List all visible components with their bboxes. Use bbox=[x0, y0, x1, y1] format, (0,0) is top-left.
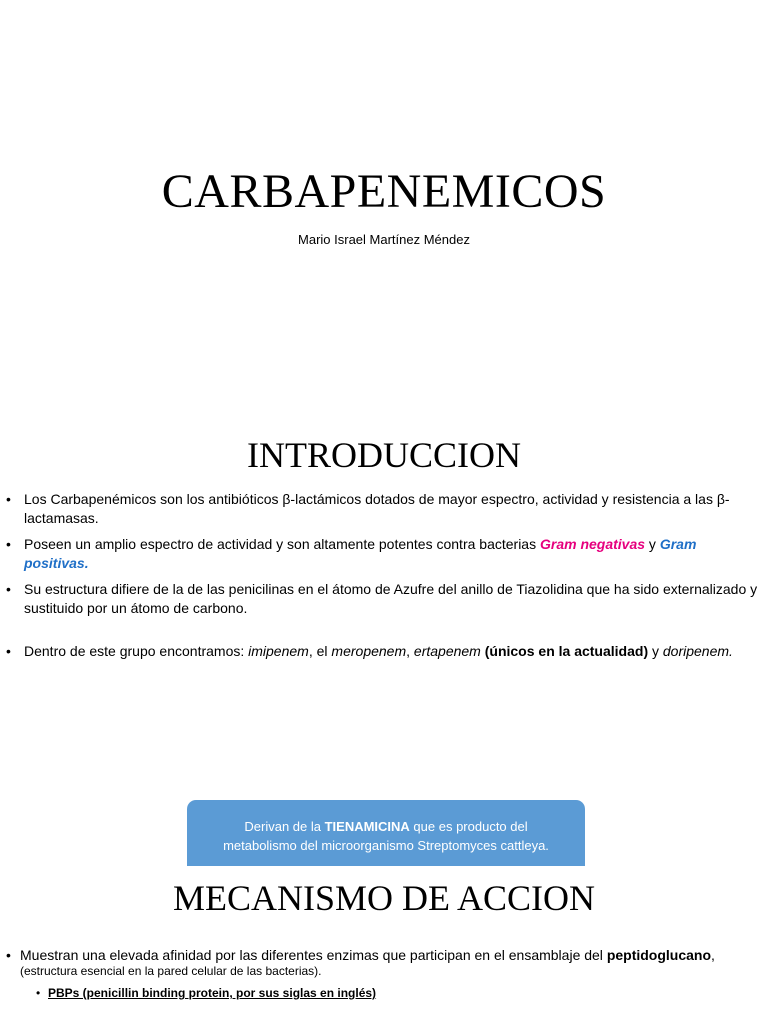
author-name: Mario Israel Martínez Méndez bbox=[298, 232, 470, 247]
mechanism-bullet-1 bbox=[0, 947, 768, 979]
callout-pre: Derivan de la bbox=[244, 819, 325, 834]
mech-bullet1-text: Muestran una elevada afinidad por las diferentes enzimas que participan en el ensamblaje del bbox=[20, 947, 607, 963]
doripenem-text: doripenem bbox=[662, 643, 730, 659]
gram-positive-text: Gram positivas bbox=[24, 536, 697, 571]
intro-bullet-1: • Los Carbapenémicos son los antibióticos β-lactámicos dotados de mayor espectro, actividad y resistencia a las β-lactamasas. bbox=[0, 490, 760, 528]
mech-bullet1-end: , bbox=[711, 947, 715, 963]
sub-bullet-marker: • bbox=[36, 986, 41, 1000]
tienamicina-callout bbox=[187, 800, 585, 866]
peptidoglucano-text: peptidoglucano bbox=[606, 947, 712, 963]
callout-bold: TIENAMICINA bbox=[324, 819, 410, 834]
callout-line-1 bbox=[187, 817, 585, 836]
callout-line-2: metabolismo del microorganismo Streptomyces cattleya. bbox=[223, 838, 549, 853]
mechanism-bullet-list bbox=[0, 947, 768, 979]
bullet4-text: Dentro de este grupo encontramos: bbox=[24, 643, 249, 659]
slide-title-carbapenemicos: CARBAPENEMICOS bbox=[161, 165, 607, 218]
intro-bullet-4 bbox=[0, 642, 760, 661]
callout-post: que es producto del bbox=[409, 819, 528, 834]
bullet2-text: Poseen un amplio espectro de actividad y son altamente potentes contra bacterias bbox=[24, 536, 540, 552]
gram-negative-text: Gram negativas bbox=[539, 536, 646, 552]
ertapenem-text: ertapenem bbox=[413, 643, 481, 659]
bullet4-end: . bbox=[729, 643, 733, 659]
imipenem-text: imipenem bbox=[248, 643, 309, 659]
intro-heading: INTRODUCCION bbox=[247, 435, 521, 475]
unicos-text: (únicos en la actualidad) bbox=[484, 643, 649, 659]
intro-bullet-list bbox=[0, 490, 760, 661]
intro-bullet-2 bbox=[0, 535, 760, 573]
meropenem-text: meropenem bbox=[331, 643, 407, 659]
pbp-sub-bullet: PBPs (penicillin binding protein, por sus siglas en inglés) bbox=[48, 986, 377, 1000]
mechanism-heading: MECANISMO DE ACCION bbox=[172, 878, 596, 918]
bullet4-sep4: y bbox=[648, 643, 663, 659]
mech-bullet1-sub: (estructura esencial en la pared celular de las bacterias). bbox=[20, 964, 322, 978]
bullet2-and: y bbox=[645, 536, 660, 552]
bullet2-end: . bbox=[84, 555, 89, 571]
bullet4-sep1: , el bbox=[308, 643, 332, 659]
intro-bullet-3: • Su estructura difiere de la de las penicilinas en el átomo de Azufre del anillo de Tiazolidina que ha sido externalizado y sustituido por un átomo de carbono. bbox=[0, 580, 760, 618]
bullet4-sep2: , bbox=[406, 643, 414, 659]
